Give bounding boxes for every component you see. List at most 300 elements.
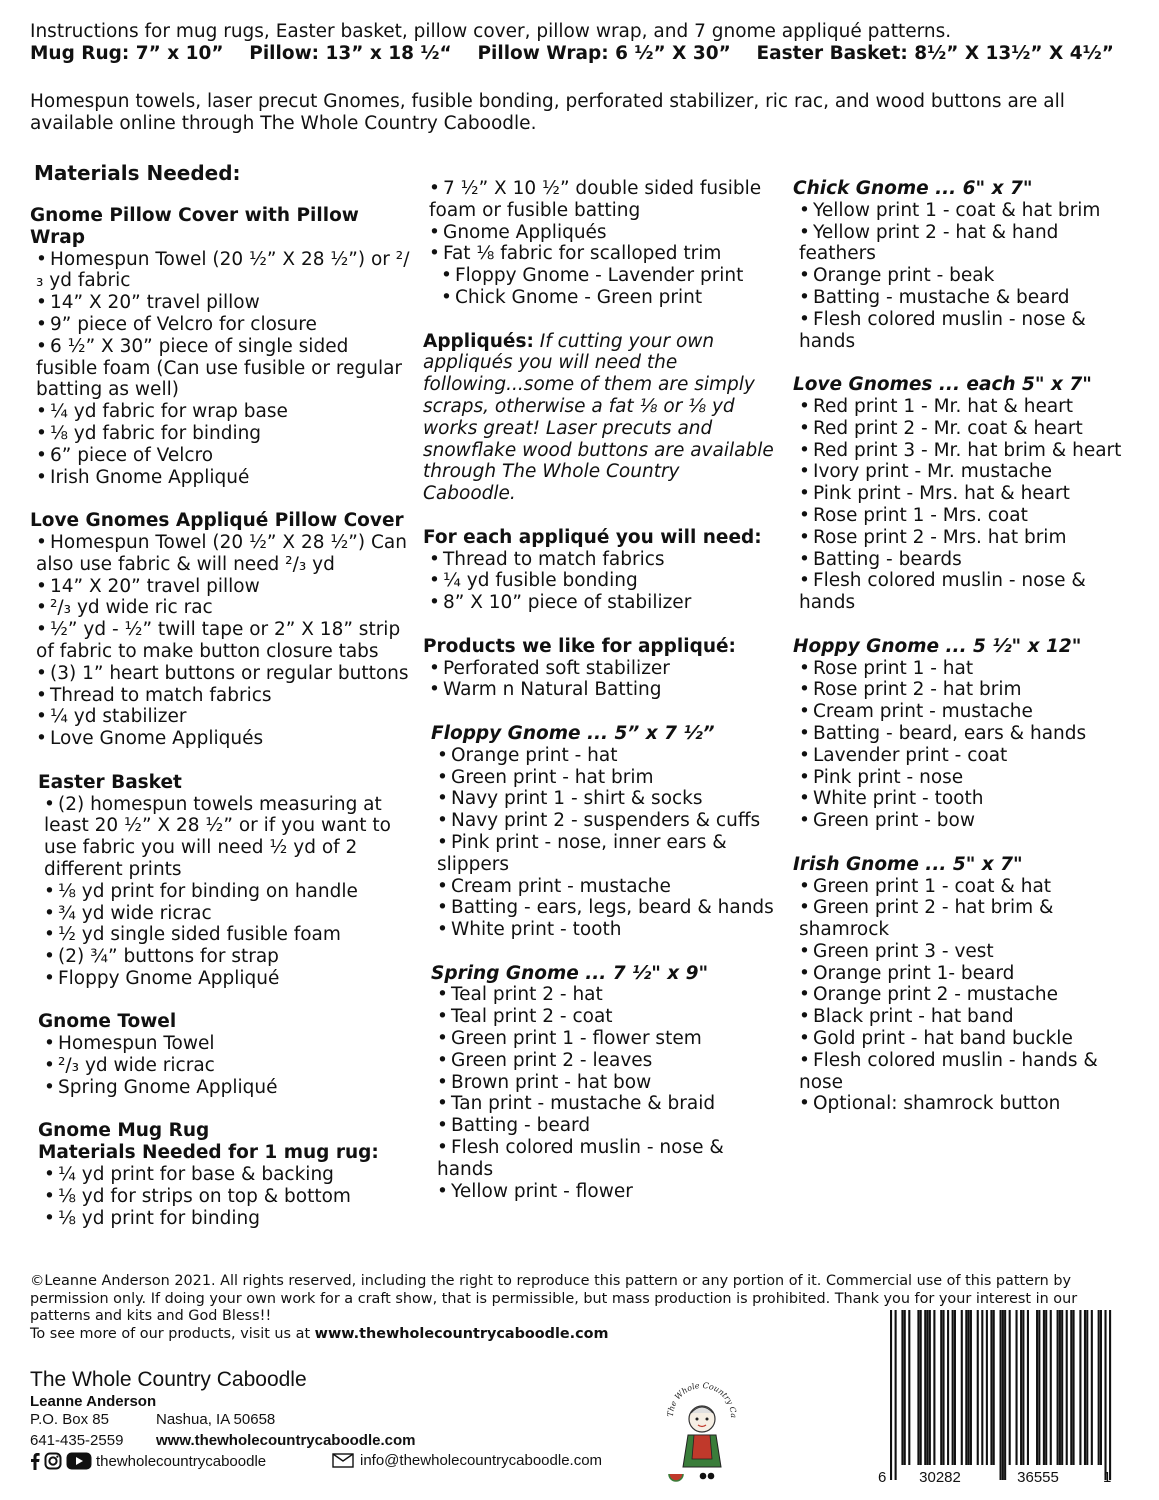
barcode-bar: [1073, 1310, 1075, 1465]
list-item: [30, 249, 415, 293]
list-item-text: Red print 3 - Mr. hat brim & heart: [813, 439, 1122, 461]
list-item-text: Homespun Towel (20 ½” X 28 ½”) or ²/₃ yd fabric: [36, 248, 410, 292]
list-item-text: (2) ¾” buttons for strap: [58, 946, 279, 968]
list-item-text: Yellow print - flower: [451, 1180, 633, 1202]
barcode-bar: [1038, 1310, 1040, 1465]
list-item-text: Batting - mustache & beard: [813, 286, 1070, 308]
list-item-text: Thread to match fabrics: [50, 684, 272, 706]
bullet-icon: •: [799, 984, 810, 1006]
bullet-icon: •: [799, 744, 810, 766]
youtube-icon[interactable]: [66, 1452, 92, 1470]
bullet-icon: •: [437, 1093, 448, 1115]
bullet-icon: •: [799, 1028, 810, 1050]
bullet-icon: •: [429, 657, 440, 679]
list-item: [423, 265, 778, 287]
list-item: [431, 1093, 778, 1115]
list-item: [431, 1028, 778, 1050]
section-love-gnomes: [793, 374, 1138, 614]
section-title: For each appliqué you will need:: [423, 526, 762, 548]
list-item: [431, 1181, 778, 1203]
barcode-bar: [1066, 1310, 1068, 1465]
bullet-icon: •: [799, 265, 810, 287]
list-item: [793, 265, 1138, 287]
list-item-text: Batting - ears, legs, beard & hands: [451, 897, 774, 919]
list-item-text: Tan print - mustache & braid: [451, 1093, 716, 1115]
section-floppy-gnome: [423, 723, 778, 941]
list-item: [793, 658, 1138, 680]
bullet-icon: •: [437, 1115, 448, 1137]
list-item-text: 6” piece of Velcro: [50, 444, 214, 466]
bullet-icon: •: [44, 946, 55, 968]
list-item: [423, 222, 778, 244]
list-item-text: ¼ yd stabilizer: [50, 706, 187, 728]
list-item-text: White print - tooth: [451, 919, 622, 941]
bullet-icon: •: [437, 919, 448, 941]
list-item-text: ¼ yd fabric for wrap base: [50, 401, 288, 423]
list-item: [431, 876, 778, 898]
logo-text: The Whole Country Ca: [665, 1380, 739, 1419]
bullet-icon: •: [36, 422, 47, 444]
barcode-bar: [920, 1310, 922, 1465]
list-item-text: Homespun Towel (20 ½” X 28 ½”) Can also use fabric & will need ²/₃ yd: [36, 531, 407, 575]
bullet-icon: •: [799, 395, 810, 417]
list-item-text: (2) homespun towels measuring at least 20 ½” X 28 ½” or if you want to use fabric you will need ½ yd of 2 different prints: [44, 793, 391, 880]
list-item: [793, 287, 1138, 309]
materials-heading: Materials Needed:: [34, 161, 241, 185]
list-item-text: Teal print 2 - hat: [451, 984, 603, 1006]
list-item: [38, 881, 415, 903]
bullet-icon: •: [799, 766, 810, 788]
bullet-icon: •: [44, 902, 55, 924]
list-item-text: Green print - hat brim: [451, 766, 654, 788]
list-item: [793, 418, 1138, 440]
bullet-icon: •: [799, 897, 810, 919]
bullet-icon: •: [799, 679, 810, 701]
barcode-digit-first: 6: [878, 1469, 887, 1485]
list-item-text: Batting - beard: [451, 1115, 591, 1137]
list-item: [793, 767, 1138, 789]
list-item: [793, 679, 1138, 701]
list-item: [431, 810, 778, 832]
list-item: [30, 597, 415, 619]
section-title: Floppy Gnome ... 5” x 7 ½”: [431, 722, 715, 744]
list-item: [38, 968, 415, 990]
list-item-text: ¾ yd wide ricrac: [58, 902, 212, 924]
list-item: [30, 576, 415, 598]
list-item: [793, 461, 1138, 483]
list-item: [793, 745, 1138, 767]
barcode-bar: [1036, 1310, 1038, 1465]
list-item-text: Floppy Gnome Appliqué: [58, 967, 280, 989]
list-item-text: ²/₃ yd wide ric rac: [50, 597, 213, 619]
list-item-text: Flesh colored muslin - nose & hands: [437, 1137, 724, 1180]
list-item: [30, 401, 415, 423]
list-item-text: Orange print - beak: [813, 265, 995, 287]
barcode-bar: [970, 1310, 972, 1465]
list-item: [30, 532, 415, 576]
bullet-icon: •: [429, 221, 440, 243]
barcode-bar: [1109, 1310, 1111, 1480]
list-item-text: Love Gnome Appliqués: [50, 728, 264, 750]
bullet-icon: •: [429, 178, 440, 199]
list-item: [423, 658, 778, 680]
list-item: [38, 946, 415, 968]
list-item-text: Flesh colored muslin - nose & hands: [799, 570, 1086, 614]
barcode-bar: [1091, 1310, 1093, 1465]
section-title: Gnome Towel: [38, 1011, 177, 1033]
list-item-text: Green print 3 - vest: [813, 940, 994, 962]
list-item: [423, 549, 778, 571]
list-item: [793, 440, 1138, 462]
list-item-text: Chick Gnome - Green print: [455, 286, 703, 308]
list-item-text: Green print - bow: [813, 810, 976, 832]
list-item: [793, 309, 1138, 353]
list-item-text: ¼ yd fusible bonding: [443, 570, 638, 592]
bullet-icon: •: [44, 1207, 55, 1229]
list-item-text: Pink print - Mrs. hat & heart: [813, 483, 1070, 505]
email-address[interactable]: info@thewholecountrycaboodle.com: [360, 1452, 603, 1469]
bullet-icon: •: [799, 875, 810, 897]
section-hoppy-gnome: [793, 636, 1138, 832]
bullet-icon: •: [36, 597, 47, 619]
list-item: [431, 1115, 778, 1137]
bullet-icon: •: [799, 570, 810, 592]
bullet-icon: •: [429, 679, 440, 701]
city-state: Nashua, IA 50658: [156, 1411, 276, 1428]
barcode-bar: [1070, 1310, 1072, 1465]
product-dimensions: Mug Rug: 7” x 10” Pillow: 13” x 18 ½“ Pillow Wrap: 6 ½” X 30” Easter Basket: 8½” X 13½” X 4½”: [30, 43, 1114, 64]
list-item: [793, 222, 1138, 266]
list-item-text: Orange print 1- beard: [813, 962, 1015, 984]
barcode-digit-last: 1: [1103, 1469, 1112, 1485]
list-item: [423, 592, 778, 614]
list-item-text: (3) 1” heart buttons or regular buttons: [50, 662, 409, 684]
bullet-icon: •: [36, 313, 47, 335]
barcode-bar: [1086, 1310, 1088, 1465]
barcode-bar: [977, 1310, 979, 1465]
po-box: P.O. Box 85: [30, 1411, 109, 1428]
list-item: [38, 1164, 415, 1186]
bullet-icon: •: [44, 967, 55, 989]
bullet-icon: •: [437, 1071, 448, 1093]
bullet-icon: •: [44, 1185, 55, 1207]
bullet-icon: •: [799, 526, 810, 548]
list-item-text: Cream print - mustache: [813, 701, 1033, 723]
appliques-label: Appliqués:: [423, 330, 534, 352]
list-item: [793, 1028, 1138, 1050]
bullet-icon: •: [44, 793, 55, 815]
list-item: [30, 663, 415, 685]
bullet-icon: •: [799, 1049, 810, 1071]
list-item-text: ½” yd - ½” twill tape or 2” X 18” strip of fabric to make button closure tabs: [36, 619, 401, 662]
bullet-icon: •: [799, 286, 810, 308]
list-item: [30, 336, 415, 401]
section-basket-continued: [423, 178, 778, 309]
section-title: Hoppy Gnome ... 5 ½" x 12": [793, 635, 1082, 657]
list-item-text: Teal print 2 - coat: [451, 1006, 613, 1028]
bullet-icon: •: [437, 875, 448, 897]
bullet-icon: •: [44, 1164, 55, 1186]
barcode-bar: [981, 1310, 983, 1465]
barcode-bar: [1027, 1310, 1029, 1465]
list-item-text: Pink print - nose: [813, 766, 964, 788]
list-item: [431, 897, 778, 919]
barcode-bar: [1043, 1310, 1045, 1465]
section-spring-gnome: [423, 963, 778, 1203]
list-item-text: Spring Gnome Appliqué: [58, 1076, 278, 1098]
bullet-icon: •: [799, 308, 810, 330]
list-item: [793, 1050, 1138, 1094]
bullet-icon: •: [799, 1006, 810, 1028]
bullet-icon: •: [36, 662, 47, 684]
list-item: [793, 396, 1138, 418]
list-item: [431, 767, 778, 789]
barcode-bar: [1057, 1310, 1059, 1465]
bullet-icon: •: [36, 292, 47, 314]
list-item: [38, 924, 415, 946]
list-item: [793, 200, 1138, 222]
bullet-icon: •: [36, 619, 47, 641]
bullet-icon: •: [799, 722, 810, 744]
list-item: [30, 706, 415, 728]
barcode-digits-left: 30282: [919, 1469, 961, 1485]
barcode-bar: [1000, 1310, 1002, 1480]
barcode-bar: [890, 1310, 892, 1480]
list-item-text: Navy print 2 - suspenders & cuffs: [451, 810, 761, 832]
list-item: [793, 505, 1138, 527]
list-item: [793, 810, 1138, 832]
list-item-text: Yellow print 2 - hat & hand feathers: [799, 221, 1059, 265]
barcode-bar: [1100, 1310, 1102, 1465]
bullet-icon: •: [36, 706, 47, 728]
bullet-icon: •: [36, 728, 47, 750]
barcode-bar: [1020, 1310, 1022, 1465]
list-item-text: ⅛ yd print for binding on handle: [58, 880, 358, 902]
barcode-bar: [1004, 1310, 1006, 1480]
social-handle[interactable]: thewholecountrycaboodle: [96, 1452, 267, 1470]
list-item: [423, 679, 778, 701]
list-item: [431, 1050, 778, 1072]
barcode-bar: [933, 1310, 935, 1465]
instagram-icon[interactable]: [44, 1452, 62, 1470]
list-item-text: Green print 2 - hat brim & shamrock: [799, 897, 1054, 941]
bullet-icon: •: [799, 1093, 810, 1115]
barcode-bar: [1059, 1310, 1061, 1465]
list-item-text: ¼ yd print for base & backing: [58, 1164, 334, 1186]
section-title: Gnome Mug Rug: [38, 1120, 210, 1142]
section-title: Spring Gnome ... 7 ½" x 9": [431, 962, 709, 984]
bullet-icon: •: [36, 248, 47, 270]
list-item-text: 6 ½” X 30” piece of single sided fusible foam (Can use fusible or regular batting as well): [36, 335, 403, 401]
section-each-applique: [423, 527, 778, 614]
list-item: [38, 1055, 415, 1077]
section-gnome-towel: [30, 1011, 415, 1098]
list-item-text: Brown print - hat bow: [451, 1071, 652, 1093]
bullet-icon: •: [799, 962, 810, 984]
list-item: [793, 1093, 1138, 1115]
list-item: [793, 483, 1138, 505]
bullet-icon: •: [437, 1180, 448, 1202]
list-item: [30, 685, 415, 707]
section-title: Love Gnomes Appliqué Pillow Cover: [30, 510, 404, 532]
list-item: [431, 1072, 778, 1094]
bullet-icon: •: [437, 984, 448, 1006]
list-item-text: Floppy Gnome - Lavender print: [455, 265, 744, 287]
list-item: [793, 963, 1138, 985]
list-item: [423, 178, 778, 222]
intro-paragraph: Homespun towels, laser precut Gnomes, fusible bonding, perforated stabilizer, ric rac, and wood buttons are all available online through The Whole Country Caboodle.: [30, 91, 1065, 134]
bullet-icon: •: [799, 548, 810, 570]
section-products: [423, 636, 778, 701]
list-item-text: Fat ⅛ fabric for scalloped trim: [443, 243, 722, 265]
bullet-icon: •: [36, 684, 47, 706]
list-item-text: Flesh colored muslin - hands & nose: [799, 1049, 1098, 1093]
list-item: [423, 243, 778, 265]
list-item: [38, 1077, 415, 1099]
bullet-icon: •: [799, 199, 810, 221]
bullet-icon: •: [429, 243, 440, 265]
list-item-text: ⅛ yd for strips on top & bottom: [58, 1185, 351, 1207]
bullet-icon: •: [799, 504, 810, 526]
list-item: [38, 903, 415, 925]
bullet-icon: •: [429, 548, 440, 570]
list-item-text: Gold print - hat band buckle: [813, 1028, 1073, 1050]
section-title: Chick Gnome ... 6" x 7": [793, 178, 1033, 199]
visit-text: To see more of our products, visit us at: [30, 1325, 315, 1342]
list-item-text: Thread to match fabrics: [443, 548, 665, 570]
list-item: [38, 794, 415, 881]
list-item-text: Batting - beard, ears & hands: [813, 722, 1087, 744]
bullet-icon: •: [44, 1033, 55, 1055]
bullet-icon: •: [799, 940, 810, 962]
list-item-text: Warm n Natural Batting: [443, 679, 662, 701]
barcode-bar: [1061, 1310, 1063, 1465]
list-item: [431, 832, 778, 876]
list-item-text: Lavender print - coat: [813, 744, 1008, 766]
column-middle: [423, 178, 778, 1224]
column-left: [30, 205, 415, 1251]
list-item-text: 9” piece of Velcro for closure: [50, 313, 317, 335]
bullet-icon: •: [441, 286, 452, 308]
barcode-bar: [940, 1310, 942, 1465]
list-item-text: Perforated soft stabilizer: [443, 657, 670, 679]
section-mug-rug: [30, 1120, 415, 1229]
bullet-icon: •: [437, 831, 448, 853]
appliques-text: If cutting your own appliqués you will need the following...some of them are simply scraps, otherwise a fat ⅛ or ⅛ yd works great! Laser precuts and snowflake wood buttons are available through The Whole Country Caboodle.: [423, 330, 774, 505]
bullet-icon: •: [437, 744, 448, 766]
list-item-text: Flesh colored muslin - nose & hands: [799, 308, 1086, 352]
list-item: [793, 984, 1138, 1006]
website-link[interactable]: www.thewholecountrycaboodle.com: [156, 1432, 416, 1449]
list-item-text: ²/₃ yd wide ricrac: [58, 1055, 215, 1077]
bullet-icon: •: [437, 1137, 448, 1159]
list-item: [793, 723, 1138, 745]
intro-line: Instructions for mug rugs, Easter basket, pillow cover, pillow wrap, and 7 gnome appliqué patterns.: [30, 21, 952, 42]
section-title: Love Gnomes ... each 5" x 7": [793, 374, 1092, 396]
bullet-icon: •: [429, 592, 440, 614]
section-chick-gnome: [793, 178, 1138, 352]
barcode-digits-right: 36555: [1017, 1469, 1059, 1485]
bullet-icon: •: [799, 788, 810, 810]
column-right: [793, 178, 1138, 1137]
list-item-text: 7 ½” X 10 ½” double sided fusible foam or fusible batting: [429, 178, 762, 221]
caboodle-logo: [661, 1375, 743, 1487]
list-item: [793, 570, 1138, 614]
upc-barcode: [878, 1310, 1113, 1485]
list-item-text: Rose print 1 - Mrs. coat: [813, 504, 1028, 526]
barcode-bar: [968, 1310, 970, 1465]
bullet-icon: •: [437, 1006, 448, 1028]
barcode-bar: [1022, 1310, 1024, 1465]
visit-link[interactable]: www.thewholecountrycaboodle.com: [314, 1325, 609, 1342]
barcode-bar: [1002, 1310, 1004, 1480]
list-item-text: Ivory print - Mr. mustache: [813, 461, 1052, 483]
list-item-text: Pink print - nose, inner ears & slippers: [437, 831, 727, 875]
list-item: [793, 527, 1138, 549]
list-item-text: White print - tooth: [813, 788, 984, 810]
company-name: The Whole Country Caboodle: [30, 1368, 307, 1391]
list-item-text: Yellow print 1 - coat & hat brim: [813, 199, 1101, 221]
list-item-text: Green print 1 - coat & hat: [813, 875, 1052, 897]
list-item-text: Irish Gnome Appliqué: [50, 466, 250, 488]
section-pillow-cover: [30, 205, 415, 488]
barcode-bar: [901, 1310, 903, 1465]
barcode-bar: [904, 1310, 906, 1465]
bullet-icon: •: [36, 335, 47, 357]
bullet-icon: •: [441, 265, 452, 287]
list-item: [38, 1033, 415, 1055]
bullet-icon: •: [799, 657, 810, 679]
list-item-text: Red print 2 - Mr. coat & heart: [813, 417, 1083, 439]
facebook-icon[interactable]: [30, 1452, 40, 1470]
barcode-bar: [990, 1310, 992, 1465]
list-item: [793, 701, 1138, 723]
bullet-icon: •: [799, 221, 810, 243]
appliques-paragraph: [423, 331, 778, 505]
barcode-bar: [993, 1310, 995, 1465]
list-item: [30, 619, 415, 663]
list-item: [431, 984, 778, 1006]
list-item-text: Rose print 1 - hat: [813, 657, 974, 679]
section-subtitle: Materials Needed for 1 mug rug:: [38, 1142, 379, 1164]
list-item-text: Homespun Towel: [58, 1033, 215, 1055]
bullet-icon: •: [799, 483, 810, 505]
bullet-icon: •: [36, 575, 47, 597]
bullet-icon: •: [437, 1028, 448, 1050]
list-item: [793, 941, 1138, 963]
social-links: [30, 1452, 266, 1470]
section-love-pillow: [30, 510, 415, 750]
list-item: [30, 445, 415, 467]
barcode-bar: [1079, 1310, 1081, 1465]
bullet-icon: •: [44, 1076, 55, 1098]
barcode-bar: [965, 1310, 967, 1465]
barcode-bar: [954, 1310, 956, 1465]
section-title: Products we like for appliqué:: [423, 635, 736, 657]
list-item-text: Cream print - mustache: [451, 875, 671, 897]
bullet-icon: •: [799, 461, 810, 483]
list-item-text: Green print 1 - flower stem: [451, 1028, 702, 1050]
list-item-text: Batting - beards: [813, 548, 962, 570]
section-easter-basket: [30, 772, 415, 990]
bullet-icon: •: [799, 810, 810, 832]
bullet-icon: •: [36, 401, 47, 423]
list-item: [30, 314, 415, 336]
bullet-icon: •: [36, 531, 47, 553]
list-item: [38, 1208, 415, 1230]
email-contact: [332, 1452, 602, 1469]
bullet-icon: •: [44, 924, 55, 946]
